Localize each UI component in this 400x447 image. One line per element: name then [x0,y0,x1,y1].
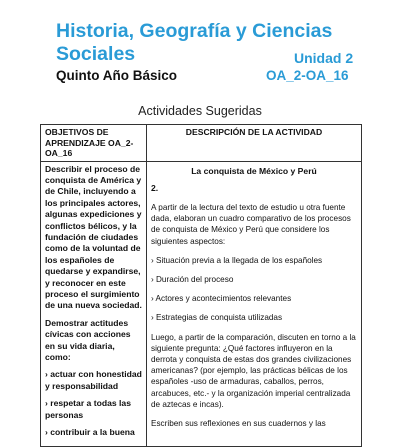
objectives-cell [41,161,147,447]
activity-bullet: › Situación previa a la llegada de los españoles [151,255,323,265]
objectives-column-header: OBJETIVOS DE APRENDIZAJE OA_2-OA_16 [41,125,147,162]
objective-bullet: › contribuir a la buena [45,427,135,438]
activity-title: La conquista de México y Perú [191,165,317,176]
activity-paragraph: Luego, a partir de la comparación, discuten en torno a la siguiente pregunta: ¿Qué factores influyeron en la derrota y conquista de estas dos grandes civilizaciones americanas? (por ejemplo, las prácticas bélicas de los españoles -uso de armaduras, caballos, perros, arcabuces, etc.- y la organización imperial centralizada de aztecas e incas). [151,332,356,409]
section-title: Actividades Sugeridas [138,104,262,118]
objective-bullet: › respetar a todas las personas [45,398,131,420]
grade-label: Quinto Año Básico [56,68,177,83]
table-row [41,161,362,447]
description-cell [147,161,362,447]
objectives-code: OA_2-OA_16 [266,68,349,83]
activity-paragraph: Escriben sus reflexiones en sus cuadernos y las [151,418,326,428]
description-column-header: DESCRIPCIÓN DE LA ACTIVIDAD [147,125,362,162]
activity-bullet: › Duración del proceso [151,274,234,284]
activity-paragraph: A partir de la lectura del texto de estudio u otra fuente dada, elaboran un cuadro comparativo de los procesos de conquista de México y Perú que considere los siguientes aspectos: [151,202,351,246]
activity-bullet: › Actores y acontecimientos relevantes [151,294,292,304]
document-title: Historia, Geografía y Ciencias Sociales [56,20,333,65]
activities-table [40,124,362,447]
activity-number: 2. [151,182,159,193]
objective-text: Describir el proceso de conquista de América y de Chile, incluyendo a los principales actores, algunas expediciones y conflictos bélicos, y la fundación de ciudades como de la voluntad de los españoles de quedarse y expandirse, y reconocer en este proceso el surgimiento de una nueva sociedad. [45,163,142,311]
activity-bullet: › Estrategias de conquista utilizadas [151,313,283,323]
table-header-row [41,125,362,162]
objective-bullet: › actuar con honestidad y responsabilidad [45,369,142,391]
objective-text: Demostrar actitudes cívicas con acciones en su vida diaria, como: [45,317,131,362]
unit-label: Unidad 2 [294,50,354,66]
